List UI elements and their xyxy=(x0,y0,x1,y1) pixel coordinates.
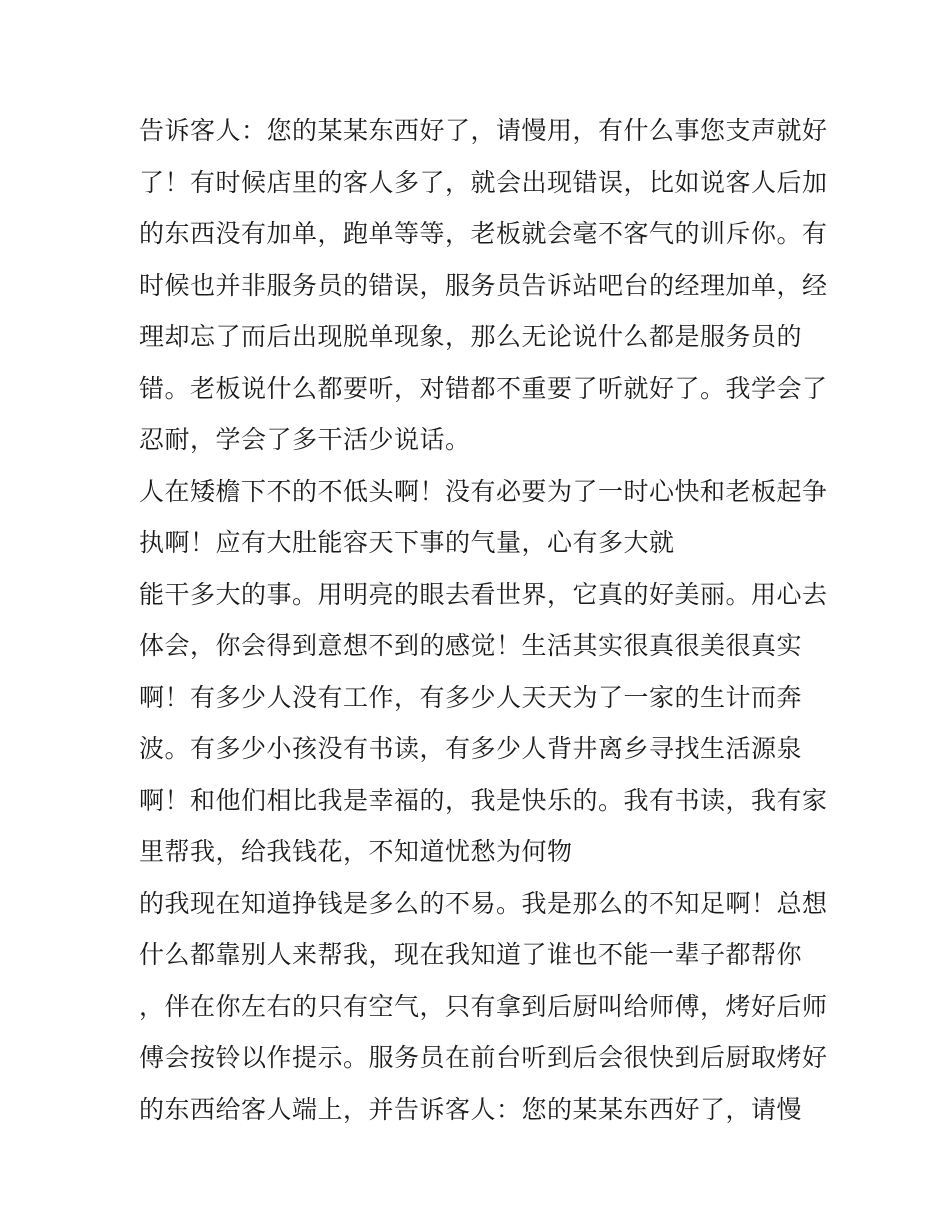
body-text xyxy=(139,105,829,1135)
text-line: 啊！有多少人没有工作，有多少人天天为了一家的生计而奔 xyxy=(139,682,803,712)
text-line: 时候也并非服务员的错误，服务员告诉站吧台的经理加单，经 xyxy=(139,270,828,300)
text-line: 的东西给客人端上，并告诉客人：您的某某东西好了，请慢 xyxy=(139,1094,803,1124)
text-line: 啊！和他们相比我是幸福的，我是快乐的。我有书读，我有家 xyxy=(139,785,828,815)
text-line: 波。有多少小孩没有书读，有多少人背井离乡寻找生活源泉 xyxy=(139,734,803,763)
text-line: 忍耐，学会了多干活少说话。 xyxy=(139,425,471,454)
text-line: 体会，你会得到意想不到的感觉！生活其实很真很美很真实 xyxy=(139,631,803,660)
text-line: 人在矮檐下不的不低头啊！没有必要为了一时心快和老板起争 xyxy=(139,476,828,506)
text-line: 告诉客人：您的某某东西好了，请慢用，有什么事您支声就好 xyxy=(139,116,828,145)
text-line: 傅会按铃以作提示。服务员在前台听到后会很快到后厨取烤好 xyxy=(139,1043,828,1072)
text-line: 能干多大的事。用明亮的眼去看世界，它真的好美丽。用心去 xyxy=(139,579,828,609)
text-line: 里帮我，给我钱花，不知道忧愁为何物 xyxy=(139,837,573,866)
text-line: ，伴在你左右的只有空气，只有拿到后厨叫给师傅，烤好后师 xyxy=(139,991,828,1021)
text-line: 理却忘了而后出现脱单现象，那么无论说什么都是服务员的 xyxy=(139,322,803,351)
text-line: 的东西没有加单，跑单等等，老板就会毫不客气的训斥你。有 xyxy=(139,219,828,248)
text-line: 的我现在知道挣钱是多么的不易。我是那么的不知足啊！总想 xyxy=(139,888,828,918)
text-line: 执啊！应有大肚能容天下事的气量，心有多大就 xyxy=(139,528,675,557)
text-line: 错。老板说什么都要听，对错都不重要了听就好了。我学会了 xyxy=(139,373,828,403)
text-line: 了！有时候店里的客人多了，就会出现错误，比如说客人后加 xyxy=(139,167,828,197)
text-line: 什么都靠别人来帮我，现在我知道了谁也不能一辈子都帮你 xyxy=(139,940,803,969)
